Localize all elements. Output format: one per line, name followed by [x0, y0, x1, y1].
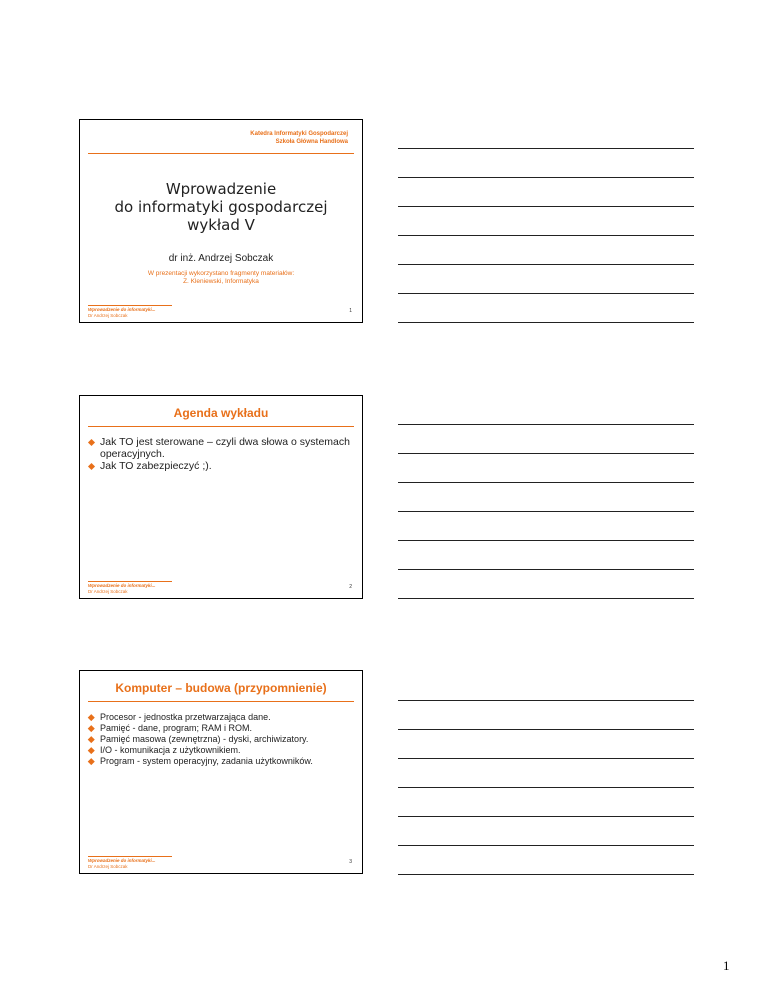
source-note-line-2: Z. Kleniewski, Informatyka — [183, 278, 259, 285]
note-line — [398, 787, 694, 788]
note-line — [398, 177, 694, 178]
title-line-2: do informatyki gospodarczej — [114, 198, 328, 216]
note-line — [398, 424, 694, 425]
note-line — [398, 148, 694, 149]
footer-rule — [88, 581, 172, 582]
list-item-text: Pamięć - dane, program; RAM i ROM. — [100, 723, 253, 733]
list-item-text: I/O - komunikacja z użytkownikiem. — [100, 745, 241, 755]
bullet-list — [88, 436, 352, 472]
note-line — [398, 540, 694, 541]
note-line — [398, 569, 694, 570]
note-line — [398, 264, 694, 265]
title-line-1: Wprowadzenie — [165, 180, 277, 198]
note-line — [398, 816, 694, 817]
note-line — [398, 758, 694, 759]
list-item-text: Jak TO jest sterowane – czyli dwa słowa o systemach operacyjnych. — [100, 436, 350, 460]
slide-number: 3 — [349, 859, 352, 865]
title-rule — [88, 426, 354, 427]
note-line — [398, 598, 694, 599]
header-line-1: Katedra Informatyki Gospodarczej — [250, 131, 348, 137]
note-line — [398, 874, 694, 875]
note-line — [398, 235, 694, 236]
slide-title: Komputer – budowa (przypomnienie) — [115, 681, 327, 695]
slide-number: 2 — [349, 584, 352, 590]
slide-author: dr inż. Andrzej Sobczak — [168, 253, 274, 264]
slide-1 — [79, 119, 363, 323]
slide-footer — [88, 856, 172, 869]
slide-number: 1 — [349, 308, 352, 314]
note-line — [398, 322, 694, 323]
diamond-bullet-icon — [88, 747, 94, 753]
list-item — [88, 436, 352, 460]
list-item-text: Procesor - jednostka przetwarzająca dane. — [100, 712, 271, 722]
list-item — [88, 712, 352, 723]
note-line — [398, 293, 694, 294]
note-line — [398, 206, 694, 207]
slide-source-note — [80, 270, 362, 286]
slide-2 — [79, 395, 363, 599]
list-item-text: Jak TO zabezpieczyć ;). — [100, 460, 212, 472]
list-item — [88, 756, 352, 767]
note-line — [398, 482, 694, 483]
note-line — [398, 729, 694, 730]
list-item-text: Program - system operacyjny, zadania użytkowników. — [100, 756, 313, 766]
footer-rule — [88, 305, 172, 306]
diamond-bullet-icon — [88, 463, 95, 470]
note-line — [398, 453, 694, 454]
slide-footer — [88, 581, 172, 594]
list-item — [88, 723, 352, 734]
diamond-bullet-icon — [88, 439, 95, 446]
list-item — [88, 734, 352, 745]
header-rule — [88, 153, 354, 154]
footer-title: Wprowadzenie do informatyki... — [88, 858, 156, 863]
list-item — [88, 745, 352, 756]
list-item — [88, 460, 352, 472]
slide-footer — [88, 305, 172, 318]
title-line-3: wykład V — [187, 216, 255, 234]
note-line — [398, 511, 694, 512]
list-item-text: Pamięć masowa (zewnętrzna) - dyski, archiwizatory. — [100, 734, 309, 744]
footer-author: Dr Andrzej Sobczak — [88, 863, 128, 869]
slide-title — [80, 180, 362, 234]
slide-title: Agenda wykładu — [173, 406, 269, 420]
slide-3 — [79, 670, 363, 874]
page-number: 1 — [723, 958, 730, 973]
footer-author: Dr Andrzej Sobczak — [88, 588, 128, 594]
diamond-bullet-icon — [88, 736, 94, 742]
footer-rule — [88, 856, 172, 857]
footer-author: Dr Andrzej Sobczak — [88, 312, 128, 318]
slide-header — [250, 130, 348, 146]
bullet-list — [88, 712, 352, 767]
footer-title: Wprowadzenie do informatyki... — [88, 583, 156, 588]
diamond-bullet-icon — [88, 714, 94, 720]
diamond-bullet-icon — [88, 725, 94, 731]
title-rule — [88, 701, 354, 702]
note-line — [398, 700, 694, 701]
diamond-bullet-icon — [88, 758, 94, 764]
note-line — [398, 845, 694, 846]
footer-title: Wprowadzenie do informatyki... — [88, 307, 156, 312]
source-note-line-1: W prezentacji wykorzystano fragmenty materiałów: — [147, 270, 295, 277]
header-line-2: Szkoła Główna Handlowa — [275, 139, 348, 145]
